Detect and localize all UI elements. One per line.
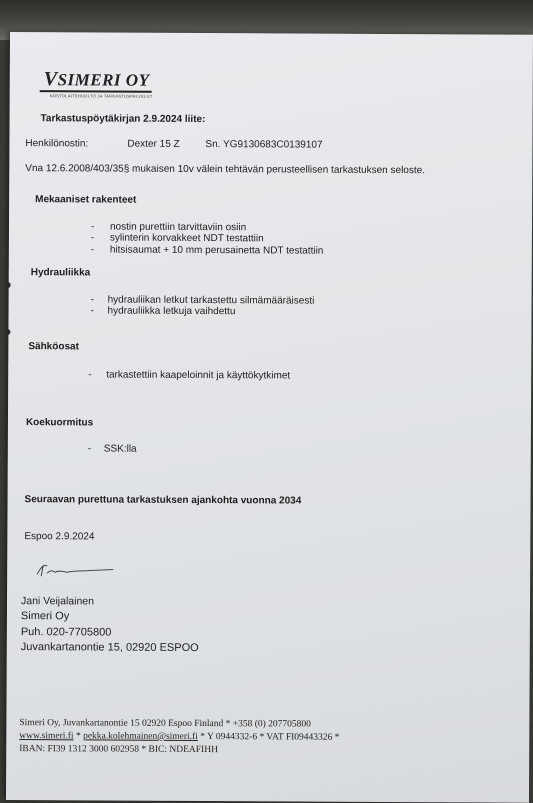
list-item: tarkastettiin kaapeloinnit ja käyttökytkimet [106, 369, 291, 382]
list-item: hydrauliikan letkut tarkastettu silmämääräisesti [107, 294, 315, 307]
next-inspection: Seuraavan purettuna tarkastuksen ajankohta vuonna 2034 [24, 494, 302, 507]
signer-name: Jani Veijalainen [20, 595, 95, 608]
list-item: hydrauliikka letkuja vaihdettu [107, 305, 236, 318]
lift-label: Henkilönostin: [25, 138, 89, 150]
website-link[interactable]: www.simeri.fi [19, 731, 74, 742]
section-title-electrical: Sähköosat [28, 341, 79, 353]
list-item: SSK:lla [103, 443, 137, 455]
lift-model: Dexter 15 Z [127, 138, 180, 150]
list-bullet: - [90, 294, 94, 306]
place-date: Espoo 2.9.2024 [24, 531, 95, 543]
company-tagline: NOSTOLAITEHUOLTO JA TARKASTUSPALVELUT [49, 93, 153, 99]
list-item: sylinterin korvakkeet NDT testattiin [109, 232, 264, 245]
signer-address: Juvankartanontie 15, 02920 ESPOO [20, 641, 199, 654]
signature [33, 560, 123, 580]
footer-bank-line: IBAN: FI39 1312 3000 602958 * BIC: NDEAFIHH [19, 744, 218, 756]
section-title-mechanical: Mekaaniset rakenteet [35, 194, 137, 206]
signer-phone: Puh. 020-7705800 [20, 626, 112, 639]
list-bullet: - [90, 244, 95, 256]
serial-number: Sn. YG9130683C0139107 [205, 139, 323, 151]
list-bullet: - [90, 232, 95, 244]
section-title-load-test: Koekuormitus [25, 417, 94, 429]
list-bullet: - [87, 443, 92, 455]
binder-hole [4, 329, 10, 335]
list-item: nostin purettiin tarvittaviin osiin [109, 221, 247, 234]
section-title-hydraulics: Hydrauliikka [30, 267, 91, 279]
signer-company: Simeri Oy [20, 610, 70, 623]
list-bullet: - [90, 305, 94, 317]
list-bullet: - [90, 221, 95, 233]
intro-text: Vna 12.6.2008/403/35§ mukaisen 10v välein tehtävän perusteellisen tarkastuksen seloste. [25, 163, 426, 177]
document-title: Tarkastuspöytäkirjan 2.9.2024 liite: [40, 113, 206, 126]
company-logo: VSIMERI OY [43, 68, 150, 91]
footer-contact-line: www.simeri.fi * pekka.kolehmainen@simeri.fi * Y 0944332-6 * VAT FI09443326 * [19, 731, 340, 743]
document-sheet [6, 32, 533, 803]
footer-company-line: Simeri Oy, Juvankartanontie 15 02920 Espoo Finland * +358 (0) 207705800 [19, 718, 311, 730]
list-item: hitsisaumat + 10 mm perusainetta NDT testattiin [109, 244, 324, 257]
binder-hole [5, 282, 11, 288]
list-bullet: - [88, 369, 92, 381]
email-link[interactable]: pekka.kolehmainen@simeri.fi [83, 731, 198, 742]
